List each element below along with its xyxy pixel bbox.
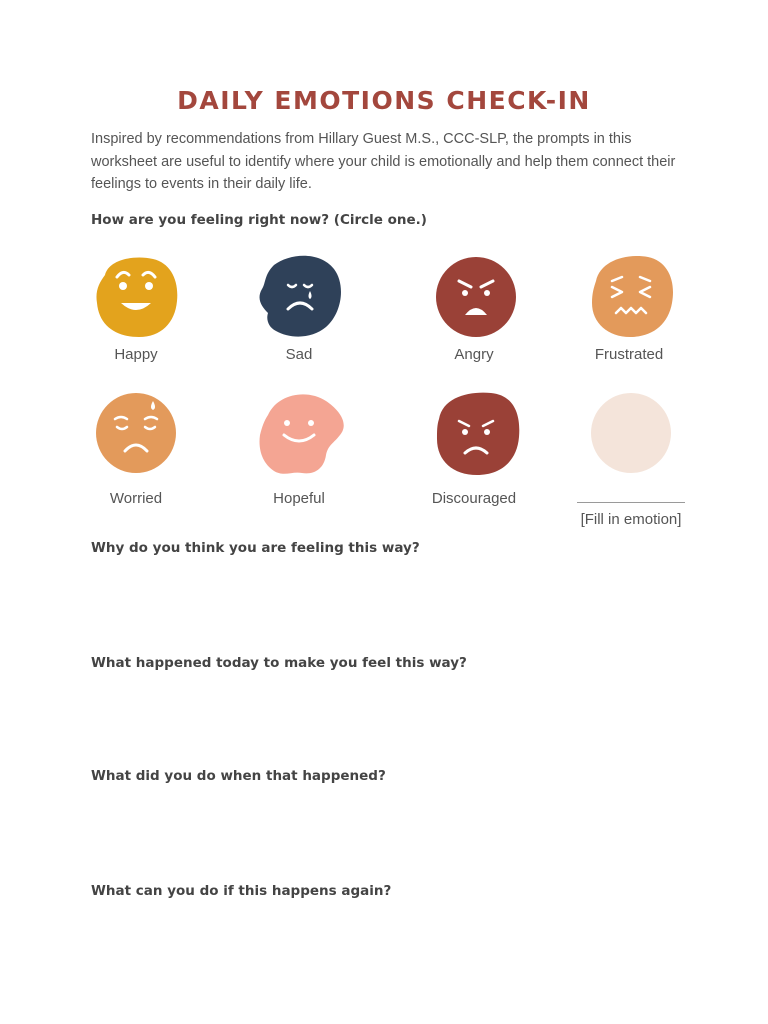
question-what-can-you-do: What can you do if this happens again? bbox=[91, 883, 392, 899]
worried-face-icon[interactable] bbox=[91, 389, 181, 479]
question-what-did-you-do: What did you do when that happened? bbox=[91, 768, 386, 784]
emotion-label-sad: Sad bbox=[285, 346, 313, 363]
question-why-feeling: Why do you think you are feeling this way? bbox=[91, 540, 420, 556]
fill-in-line[interactable] bbox=[577, 502, 685, 503]
emotion-label-angry: Angry bbox=[454, 346, 494, 363]
intro-paragraph: Inspired by recommendations from Hillary Guest M.S., CCC-SLP, the prompts in this worksheet are useful to identify where your child is emotionally and help them connect their feelings to events in their daily life. bbox=[91, 131, 676, 192]
discouraged-face-icon[interactable] bbox=[431, 389, 521, 479]
happy-face-icon[interactable] bbox=[91, 251, 181, 341]
hopeful-face-icon[interactable] bbox=[254, 389, 344, 479]
blank-circle-icon[interactable] bbox=[586, 389, 676, 479]
question-what-happened: What happened today to make you feel this way? bbox=[91, 655, 467, 671]
emotion-label-discouraged: Discouraged bbox=[431, 490, 517, 507]
question-current-feeling: How are you feeling right now? (Circle one.) bbox=[91, 212, 427, 228]
emotion-label-happy: Happy bbox=[114, 346, 158, 363]
emotion-label-frustrated: Frustrated bbox=[594, 346, 664, 363]
angry-face-icon[interactable] bbox=[431, 251, 521, 341]
emotion-label-worried: Worried bbox=[109, 490, 163, 507]
emotion-label-hopeful: Hopeful bbox=[273, 490, 325, 507]
emotion-label-fill-in: [Fill in emotion] bbox=[580, 511, 682, 528]
page-title: DAILY EMOTIONS CHECK-IN bbox=[177, 86, 591, 115]
frustrated-face-icon[interactable] bbox=[586, 251, 676, 341]
sad-face-icon[interactable] bbox=[254, 251, 344, 341]
